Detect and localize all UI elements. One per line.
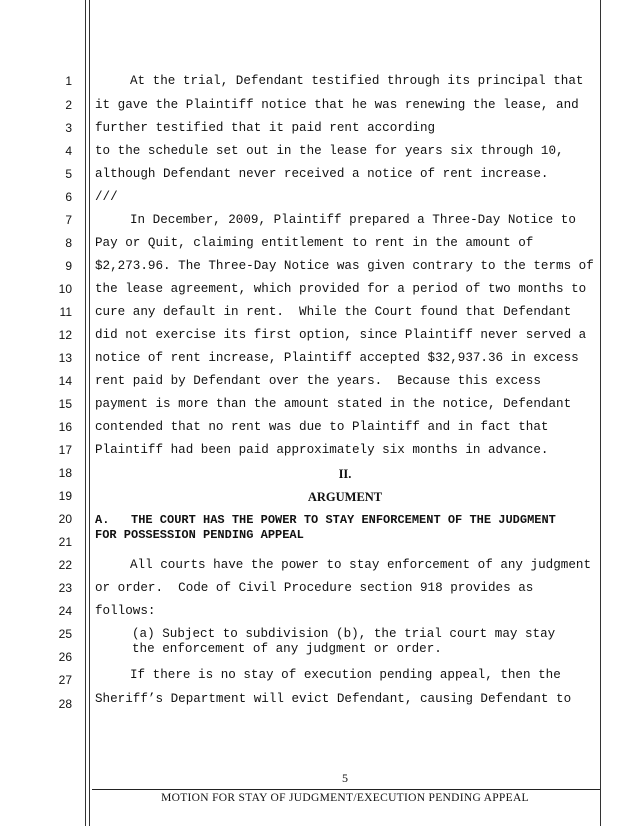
body-line: further testified that it paid rent according [95,121,436,135]
left-margin-rule [85,0,86,826]
block-quote-line: the enforcement of any judgment or order. [132,642,442,656]
line-number: 15 [58,397,72,411]
body-line: it gave the Plaintiff notice that he was renewing the lease, and [95,98,579,112]
footer-title: MOTION FOR STAY OF JUDGMENT/EXECUTION PENDING APPEAL [161,792,529,804]
heading-a-line2: FOR POSSESSION PENDING APPEAL [95,528,304,542]
line-number: 11 [59,305,72,319]
line-number: 4 [65,144,72,158]
line-number: 14 [58,374,72,388]
line-number: 18 [58,466,72,480]
body-line: follows: [95,604,156,618]
line-number: 20 [58,512,72,526]
line-number: 7 [65,213,72,227]
line-number: 26 [58,650,72,664]
line-number: 1 [65,74,72,88]
body-line: the lease agreement, which provided for a period of two months to [95,282,587,296]
left-margin-rule-inner [89,0,90,826]
section-title: ARGUMENT [307,490,383,504]
line-number: 10 [58,282,72,296]
line-number: 27 [58,673,72,687]
line-number: 12 [58,328,72,342]
line-number: 6 [65,190,72,204]
heading-a-line1: A. THE COURT HAS THE POWER TO STAY ENFORCEMENT OF THE JUDGMENT [95,513,556,527]
block-quote-line: (a) Subject to subdivision (b), the trial court may stay [132,627,556,641]
line-number: 13 [58,351,72,365]
body-line: notice of rent increase, Plaintiff accepted $32,937.36 in excess [95,351,579,365]
body-line: although Defendant never received a notice of rent increase. [95,167,549,181]
body-line: All courts have the power to stay enforcement of any judgment [130,558,592,572]
body-line: In December, 2009, Plaintiff prepared a Three-Day Notice to [130,213,576,227]
body-line: did not exercise its first option, since Plaintiff never served a [95,328,587,342]
line-number: 21 [58,535,72,549]
body-line: or order. Code of Civil Procedure section 918 provides as [95,581,534,595]
body-line: $2,273.96. The Three-Day Notice was given contrary to the terms of [95,259,594,273]
line-number: 9 [65,259,72,273]
line-number: 5 [65,167,72,181]
footer-rule [92,789,600,790]
line-number: 8 [65,236,72,250]
page-number: 5 [342,771,348,785]
section-number: II. [338,467,352,481]
line-number: 3 [65,121,72,135]
body-line: rent paid by Defendant over the years. Because this excess [95,374,541,388]
line-number: 19 [58,489,72,503]
line-number: 28 [58,697,72,711]
body-line: to the schedule set out in the lease for years six through 10, [95,144,564,158]
line-number: 25 [58,627,72,641]
line-number: 2 [65,98,72,112]
body-line: /// [95,190,118,204]
body-line: At the trial, Defendant testified through its principal that [130,74,584,88]
body-line: contended that no rent was due to Plaintiff and in fact that [95,420,549,434]
body-line: Plaintiff had been paid approximately six months in advance. [95,443,549,457]
line-number: 16 [58,420,72,434]
body-line: payment is more than the amount stated in the notice, Defendant [95,397,572,411]
body-line: Sheriff’s Department will evict Defendant, causing Defendant to [95,692,572,706]
body-line: Pay or Quit, claiming entitlement to rent in the amount of [95,236,534,250]
line-number: 23 [58,581,72,595]
body-line: cure any default in rent. While the Court found that Defendant [95,305,572,319]
line-number: 17 [58,443,72,457]
right-margin-rule [600,0,601,826]
body-line: If there is no stay of execution pending appeal, then the [130,668,561,682]
line-number: 22 [58,558,72,572]
line-number: 24 [58,604,72,618]
